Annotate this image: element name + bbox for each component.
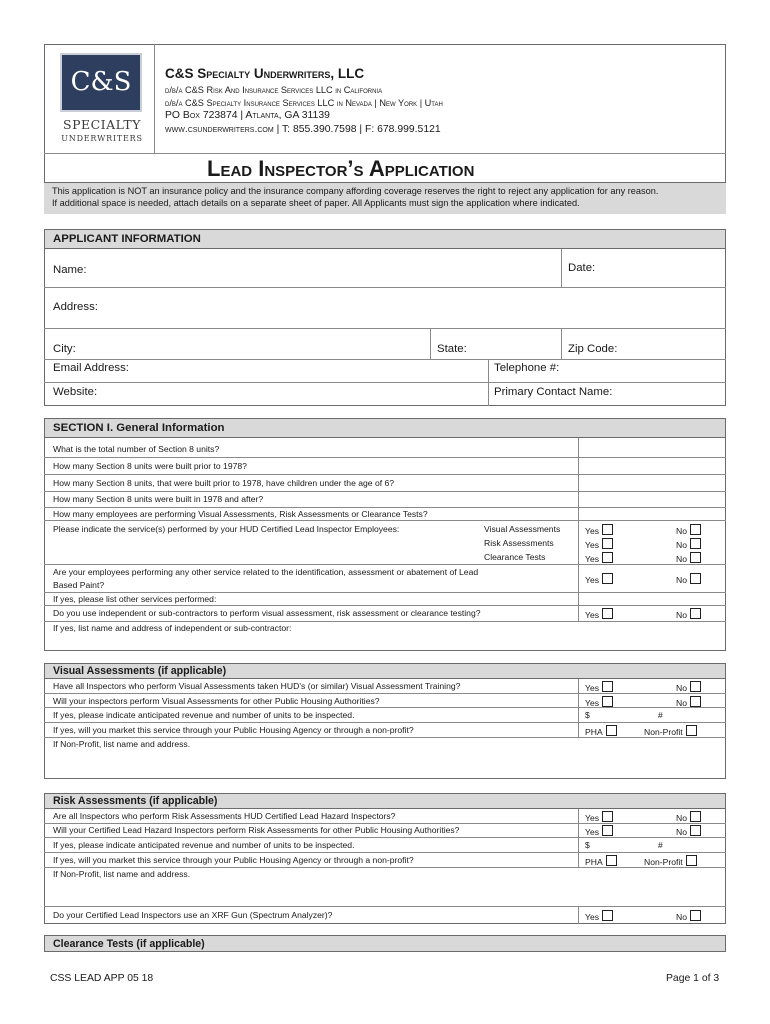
col-line	[430, 328, 431, 359]
yes-checkbox[interactable]: Yes	[585, 573, 613, 585]
email-field[interactable]: Email Address:	[53, 362, 129, 374]
va-training: Have all Inspectors who perform Visual Assessments taken HUD’s (or similar) Visual Assessment Training?	[53, 681, 461, 691]
svc-risk: Risk Assessments	[484, 538, 554, 548]
ra-revenue: If yes, please indicate anticipated revenue and number of units to be inspected.	[53, 840, 355, 850]
no-checkbox[interactable]: No	[676, 825, 701, 837]
col-line	[578, 679, 579, 737]
yes-checkbox[interactable]: Yes	[585, 681, 613, 693]
row-line	[44, 592, 726, 593]
col-line	[561, 249, 562, 287]
va-nonprofit: If Non-Profit, list name and address.	[53, 739, 191, 749]
units-field[interactable]: #	[658, 840, 663, 850]
yes-checkbox[interactable]: Yes	[585, 910, 613, 922]
row-line	[44, 564, 726, 565]
no-checkbox[interactable]: No	[676, 552, 701, 564]
contact-line: www.csunderwriters.com | T: 855.390.7598 | F: 678.999.5121	[165, 124, 441, 135]
row-line	[44, 693, 726, 694]
q-other-services: Are your employees performing any other service related to the identification, assessment or abatement of Lead	[53, 567, 479, 577]
col-line	[578, 809, 579, 867]
mailing-address: PO Box 723874 | Atlanta, GA 31139	[165, 110, 330, 121]
clearance-heading: Clearance Tests (if applicable)	[44, 935, 726, 952]
row-line	[44, 605, 726, 606]
col-line	[488, 359, 489, 406]
row-line	[44, 722, 726, 723]
q-employees: How many employees are performing Visual Assessments, Risk Assessments or Clearance Tests?	[53, 509, 428, 519]
row-line	[44, 382, 726, 383]
q-subcontractors: Do you use independent or sub-contractors to perform visual assessment, risk assessment or clearance testing?	[53, 608, 481, 618]
row-line	[44, 906, 726, 907]
yes-checkbox[interactable]: Yes	[585, 538, 613, 550]
row-line	[44, 287, 726, 288]
name-field[interactable]: Name:	[53, 264, 87, 276]
applicant-heading: APPLICANT INFORMATION	[44, 229, 726, 249]
q-units-pre-1978: How many Section 8 units were built prior to 1978?	[53, 461, 247, 471]
row-line	[44, 507, 726, 508]
yes-checkbox[interactable]: Yes	[585, 552, 613, 564]
company-logo	[58, 53, 146, 149]
company-name: C&S Specialty Underwriters, LLC	[165, 66, 365, 81]
pha-checkbox[interactable]: PHA	[585, 855, 617, 867]
row-line	[44, 621, 726, 622]
dba-california: d/b/a C&S Risk And Insurance Services LLC in California	[165, 85, 383, 95]
svc-clearance: Clearance Tests	[484, 552, 546, 562]
section1-heading: SECTION I. General Information	[44, 418, 726, 438]
website-field[interactable]: Website:	[53, 386, 98, 398]
page-title: Lead Inspector’s Application	[207, 156, 475, 181]
date-field[interactable]: Date:	[568, 262, 596, 274]
row-line	[44, 520, 726, 521]
revenue-field[interactable]: $	[585, 710, 590, 720]
q-units-children: How many Section 8 units, that were built prior to 1978, have children under the age of 6?	[53, 478, 395, 488]
no-checkbox[interactable]: No	[676, 538, 701, 550]
no-checkbox[interactable]: No	[676, 910, 701, 922]
row-line	[44, 474, 726, 475]
risk-heading: Risk Assessments (if applicable)	[44, 793, 726, 809]
yes-checkbox[interactable]: Yes	[585, 811, 613, 823]
zip-field[interactable]: Zip Code:	[568, 343, 618, 355]
q-units-post-1978: How many Section 8 units were built in 1978 and after?	[53, 494, 264, 504]
page-number: Page 1 of 3	[666, 973, 720, 984]
q-other-services-cont: Based Paint?	[53, 580, 105, 590]
col-line	[578, 906, 579, 924]
yes-checkbox[interactable]: Yes	[585, 524, 613, 536]
ra-xrf-gun: Do your Certified Lead Inspectors use an XRF Gun (Spectrum Analyzer)?	[53, 910, 333, 920]
header-divider	[44, 153, 726, 154]
yes-checkbox[interactable]: Yes	[585, 608, 613, 620]
nonprofit-checkbox[interactable]: Non-Profit	[644, 725, 697, 737]
row-line	[44, 491, 726, 492]
applicant-frame	[44, 229, 726, 406]
row-line	[44, 457, 726, 458]
ra-other-pha: Will your Certified Lead Hazard Inspectors perform Risk Assessments for other Public Housing Authorities?	[53, 825, 460, 835]
va-other-pha: Will your inspectors perform Visual Assessments for other Public Housing Authorities?	[53, 696, 380, 706]
svc-visual: Visual Assessments	[484, 524, 561, 534]
logo-sub2: UNDERWRITERS	[61, 134, 143, 143]
no-checkbox[interactable]: No	[676, 681, 701, 693]
row-line	[44, 328, 726, 329]
yes-checkbox[interactable]: Yes	[585, 825, 613, 837]
ra-market: If yes, will you market this service through your Public Housing Agency or through a non-profit?	[53, 855, 414, 865]
yes-checkbox[interactable]: Yes	[585, 696, 613, 708]
q-total-units: What is the total number of Section 8 units?	[53, 444, 220, 454]
state-field[interactable]: State:	[437, 343, 467, 355]
row-line	[44, 852, 726, 853]
row-line	[44, 359, 726, 360]
form-code: CSS LEAD APP 05 18	[50, 973, 154, 984]
q-list-services: If yes, please list other services performed:	[53, 594, 217, 604]
dba-nevada: d/b/a C&S Specialty Insurance Services LLC in Nevada | New York | Utah	[165, 98, 443, 108]
units-field[interactable]: #	[658, 710, 663, 720]
col-line	[578, 438, 579, 621]
no-checkbox[interactable]: No	[676, 696, 701, 708]
logo-mark: C&S	[60, 53, 142, 112]
no-checkbox[interactable]: No	[676, 811, 701, 823]
ra-nonprofit: If Non-Profit, list name and address.	[53, 869, 191, 879]
primary-contact-field[interactable]: Primary Contact Name:	[494, 386, 613, 398]
revenue-field[interactable]: $	[585, 840, 590, 850]
notice-line-1: This application is NOT an insurance policy and the insurance company affording coverage reserves the right to reject any application for any reason.	[52, 186, 659, 196]
logo-sub1: SPECIALTY	[63, 117, 141, 132]
q-services: Please indicate the service(s) performed by your HUD Certified Lead Inspector Employees:	[53, 524, 400, 534]
address-field[interactable]: Address:	[53, 301, 98, 313]
row-line	[44, 837, 726, 838]
col-line	[561, 328, 562, 359]
nonprofit-checkbox[interactable]: Non-Profit	[644, 855, 697, 867]
va-market: If yes, will you market this service through your Public Housing Agency or through a non-profit?	[53, 725, 414, 735]
notice-line-2: If additional space is needed, attach details on a separate sheet of paper. All Applicants must sign the application where indicated.	[52, 198, 580, 208]
ra-certified: Are all Inspectors who perform Risk Assessments HUD Certified Lead Hazard Inspectors?	[53, 811, 396, 821]
telephone-field[interactable]: Telephone #:	[494, 362, 560, 374]
no-checkbox[interactable]: No	[676, 573, 701, 585]
row-line	[44, 737, 726, 738]
no-checkbox[interactable]: No	[676, 524, 701, 536]
va-revenue: If yes, please indicate anticipated revenue and number of units to be inspected.	[53, 710, 355, 720]
city-field[interactable]: City:	[53, 343, 76, 355]
visual-heading: Visual Assessments (if applicable)	[44, 663, 726, 679]
logo-divider	[154, 44, 155, 154]
row-line	[44, 867, 726, 868]
no-checkbox[interactable]: No	[676, 608, 701, 620]
row-line	[44, 823, 726, 824]
row-line	[44, 707, 726, 708]
pha-checkbox[interactable]: PHA	[585, 725, 617, 737]
q-subcontractor-list: If yes, list name and address of independent or sub-contractor:	[53, 623, 292, 633]
